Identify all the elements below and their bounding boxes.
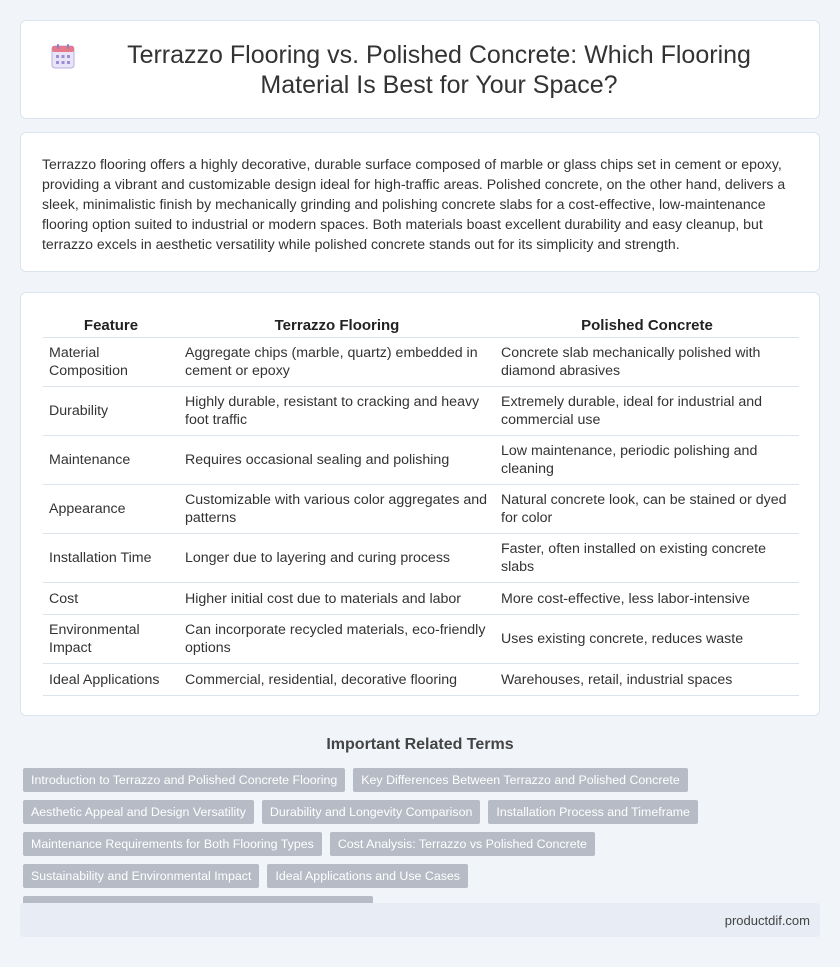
terrazzo-cell: Customizable with various color aggregates and patterns	[179, 485, 495, 534]
footer-bar	[20, 903, 820, 937]
concrete-cell: Uses existing concrete, reduces waste	[495, 615, 799, 664]
concrete-cell: Natural concrete look, can be stained or dyed for color	[495, 485, 799, 534]
concrete-cell: Low maintenance, periodic polishing and cleaning	[495, 436, 799, 485]
related-term-tag[interactable]: Key Differences Between Terrazzo and Polished Concrete	[353, 768, 687, 792]
comparison-table-card	[20, 292, 820, 716]
related-term-tag[interactable]: Ideal Applications and Use Cases	[267, 864, 468, 888]
related-terms-list	[23, 768, 823, 920]
terrazzo-cell: Commercial, residential, decorative flooring	[179, 664, 495, 696]
comparison-table	[43, 311, 799, 696]
feature-cell: Material Composition	[43, 338, 179, 387]
header-polished-concrete: Polished Concrete	[495, 311, 799, 338]
table-header-row	[43, 311, 799, 338]
table-row	[43, 485, 799, 534]
concrete-cell: Faster, often installed on existing concrete slabs	[495, 534, 799, 583]
concrete-cell: Concrete slab mechanically polished with diamond abrasives	[495, 338, 799, 387]
table-row	[43, 387, 799, 436]
concrete-cell: Extremely durable, ideal for industrial and commercial use	[495, 387, 799, 436]
header-terrazzo: Terrazzo Flooring	[179, 311, 495, 338]
feature-cell: Environmental Impact	[43, 615, 179, 664]
concrete-cell: More cost-effective, less labor-intensive	[495, 583, 799, 615]
feature-cell: Maintenance	[43, 436, 179, 485]
related-term-tag[interactable]: Aesthetic Appeal and Design Versatility	[23, 800, 254, 824]
table-row	[43, 534, 799, 583]
feature-cell: Installation Time	[43, 534, 179, 583]
table-row	[43, 436, 799, 485]
terrazzo-cell: Requires occasional sealing and polishing	[179, 436, 495, 485]
intro-paragraph: Terrazzo flooring offers a highly decorative, durable surface composed of marble or glass chips set in cement or epoxy, providing a vibrant and customizable design ideal for high-traffic areas. Polished concrete, on the other hand, delivers a sleek, minimalistic finish by mechanically grinding and polishing concrete slabs for a cost-effective, low-maintenance flooring option suited to industrial or modern spaces. Both materials boast excellent durability and easy cleanup, but terrazzo excels in aesthetic versatility while polished concrete stands out for its simplicity and strength.	[42, 156, 786, 252]
page-title: Terrazzo Flooring vs. Polished Concrete: Which Flooring Material Is Best for Your Space?	[127, 40, 751, 99]
table-row	[43, 664, 799, 696]
feature-cell: Durability	[43, 387, 179, 436]
related-term-tag[interactable]: Installation Process and Timeframe	[488, 800, 698, 824]
related-term-tag[interactable]: Maintenance Requirements for Both Flooring Types	[23, 832, 322, 856]
related-term-tag[interactable]: Introduction to Terrazzo and Polished Concrete Flooring	[23, 768, 345, 792]
calendar-icon	[51, 43, 75, 69]
feature-cell: Ideal Applications	[43, 664, 179, 696]
concrete-cell: Warehouses, retail, industrial spaces	[495, 664, 799, 696]
related-term-tag[interactable]: Durability and Longevity Comparison	[262, 800, 481, 824]
table-row	[43, 615, 799, 664]
header-card	[20, 20, 820, 119]
related-term-tag[interactable]: Cost Analysis: Terrazzo vs Polished Concrete	[330, 832, 595, 856]
footer-site-link[interactable]: productdif.com	[724, 912, 810, 928]
related-terms-title: Important Related Terms	[326, 736, 514, 753]
table-row	[43, 583, 799, 615]
terrazzo-cell: Aggregate chips (marble, quartz) embedded in cement or epoxy	[179, 338, 495, 387]
feature-cell: Cost	[43, 583, 179, 615]
terrazzo-cell: Higher initial cost due to materials and labor	[179, 583, 495, 615]
terrazzo-cell: Longer due to layering and curing process	[179, 534, 495, 583]
header-feature: Feature	[43, 311, 179, 338]
intro-card	[20, 132, 820, 272]
terrazzo-cell: Highly durable, resistant to cracking and heavy foot traffic	[179, 387, 495, 436]
terrazzo-cell: Can incorporate recycled materials, eco-friendly options	[179, 615, 495, 664]
table-row	[43, 338, 799, 387]
feature-cell: Appearance	[43, 485, 179, 534]
related-term-tag[interactable]: Sustainability and Environmental Impact	[23, 864, 259, 888]
